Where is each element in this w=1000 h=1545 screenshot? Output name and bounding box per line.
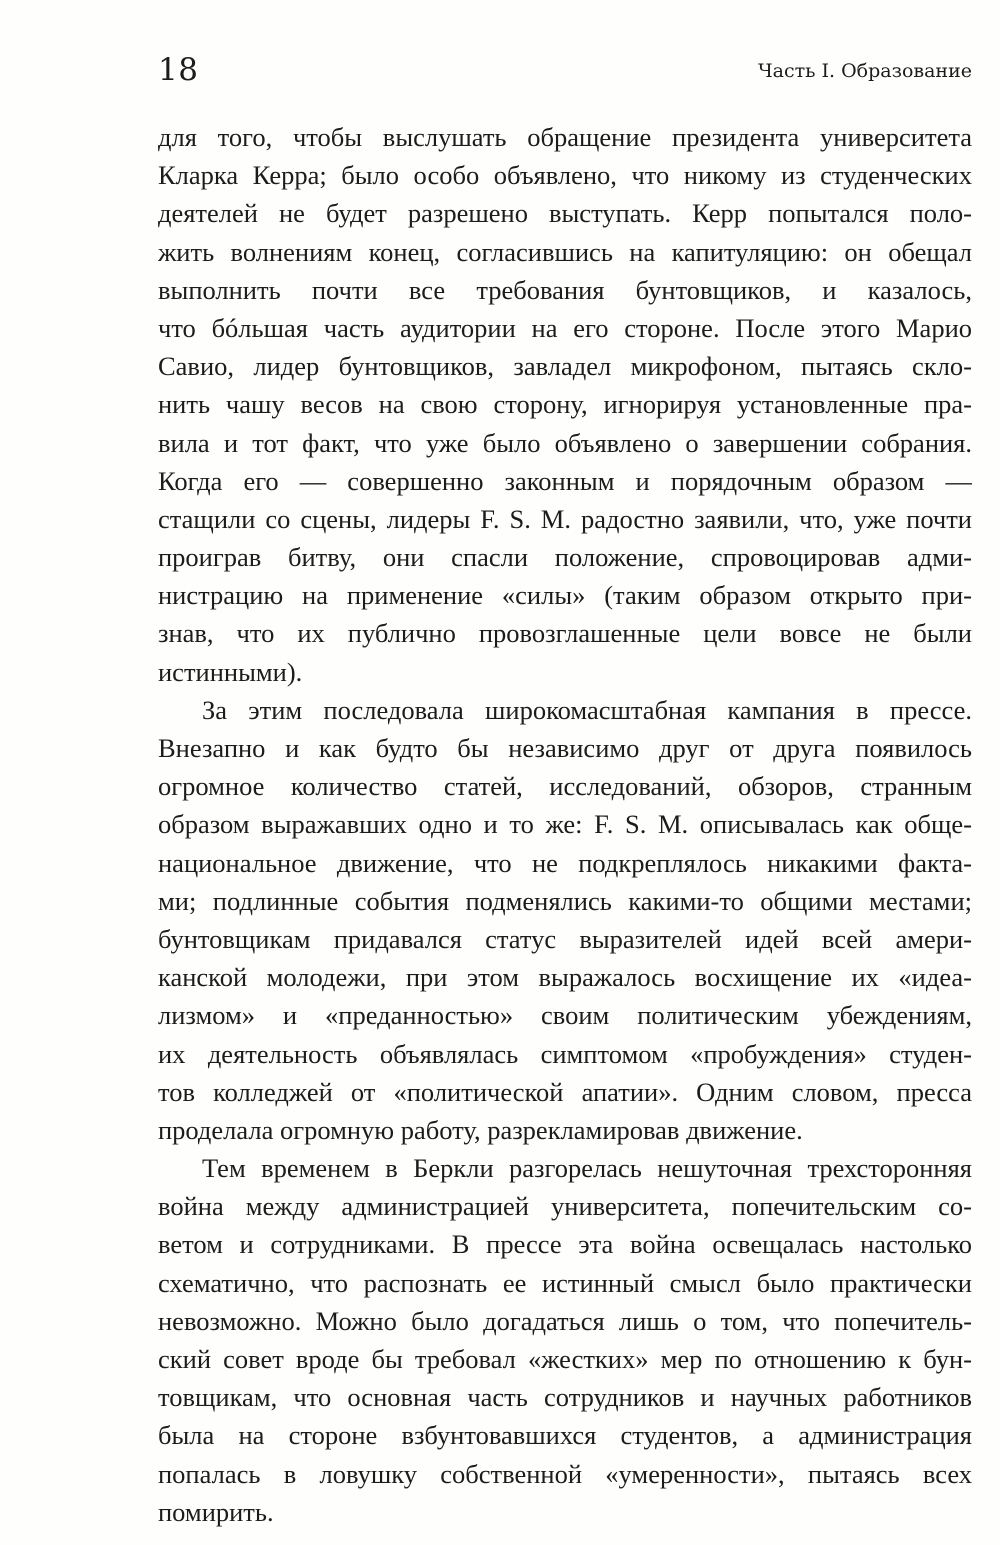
text-line: Внезапно и как будто бы независимо друг от друга появилось: [158, 733, 972, 763]
text-line: ми; подлинные события подменялись какими-то общими местами;: [158, 885, 972, 916]
text-line: проиграв битву, они спасли положение, спровоцировав адми-: [158, 542, 972, 573]
text-line: проделала огромную работу, разрекламировав движение.: [158, 1114, 803, 1145]
text-line: схематично, что распознать ее истинный смысл было практически: [158, 1267, 972, 1298]
text-line: их деятельность объявлялась симптомом «пробуждения» студен-: [158, 1038, 972, 1069]
text-line: выполнить почти все требования бунтовщиков, и казалось,: [158, 274, 972, 305]
text-line: истинными).: [158, 656, 303, 687]
text-line: огромное количество статей, исследований, обзоров, странным: [158, 771, 972, 802]
paragraph: [158, 1149, 972, 1531]
text-line: национальное движение, что не подкреплялось никакими факта-: [158, 847, 972, 878]
text-line: была на стороне взбунтовавшихся студентов, а администрация: [158, 1420, 972, 1451]
text-line: бунтовщикам придавался статус выразителей идей всей амери-: [158, 923, 972, 954]
text-line: образом выражавших одно и то же: F. S. M. описывалась как обще-: [158, 809, 972, 840]
text-line: знав, что их публично провозглашенные цели вовсе не были: [158, 618, 972, 649]
text-line: тов колледжей от «политической апатии». Одним словом, пресса: [158, 1076, 972, 1107]
body-text: [158, 118, 972, 1531]
text-line: что бóльшая часть аудитории на его стороне. После этого Марио: [158, 312, 972, 343]
text-line: Савио, лидер бунтовщиков, завладел микрофоном, пытаясь скло-: [158, 351, 972, 382]
text-line: война между администрацией университета, попечительским со-: [158, 1191, 972, 1222]
paragraph: [158, 691, 972, 1149]
text-line: помирить.: [158, 1496, 274, 1527]
text-line: жить волнениям конец, согласившись на капитуляцию: он обещал: [158, 236, 972, 267]
text-line: вила и тот факт, что уже было объявлено о завершении собрания.: [158, 427, 972, 458]
page-number: 18: [158, 52, 199, 88]
text-line: попалась в ловушку собственной «умеренности», пытаясь всех: [158, 1458, 972, 1489]
running-head: Часть I. Образование: [757, 60, 972, 82]
text-line: Кларка Керра; было особо объявлено, что никому из студенческих: [158, 160, 972, 191]
text-line: Когда его — совершенно законным и порядочным образом —: [158, 465, 972, 496]
text-line: товщикам, что основная часть сотрудников и научных работников: [158, 1382, 972, 1413]
text-line: нить чашу весов на свою сторону, игнорируя установленные пра-: [158, 389, 972, 420]
text-line: стащили со сцены, лидеры F. S. M. радостно заявили, что, уже почти: [158, 503, 972, 534]
text-line: ский совет вроде бы требовал «жестких» мер по отношению к бун-: [158, 1344, 972, 1374]
text-line: невозможно. Можно было догадаться лишь о том, что попечитель-: [158, 1305, 972, 1336]
text-line: ветом и сотрудниками. В прессе эта война освещалась настолько: [158, 1229, 972, 1260]
text-line: Тем временем в Беркли разгорелась нешуточная трехсторонняя: [202, 1153, 972, 1184]
paragraph: [158, 118, 972, 691]
text-line: канской молодежи, при этом выражалось восхищение их «идеа-: [158, 962, 972, 993]
text-line: За этим последовала широкомасштабная кампания в прессе.: [202, 694, 972, 725]
text-line: лизмом» и «преданностью» своим политическим убеждениям,: [158, 1000, 972, 1031]
text-line: для того, чтобы выслушать обращение президента университета: [158, 122, 972, 152]
text-line: нистрацию на применение «силы» (таким образом открыто при-: [158, 580, 972, 611]
text-line: деятелей не будет разрешено выступать. Керр попытался поло-: [158, 198, 972, 229]
